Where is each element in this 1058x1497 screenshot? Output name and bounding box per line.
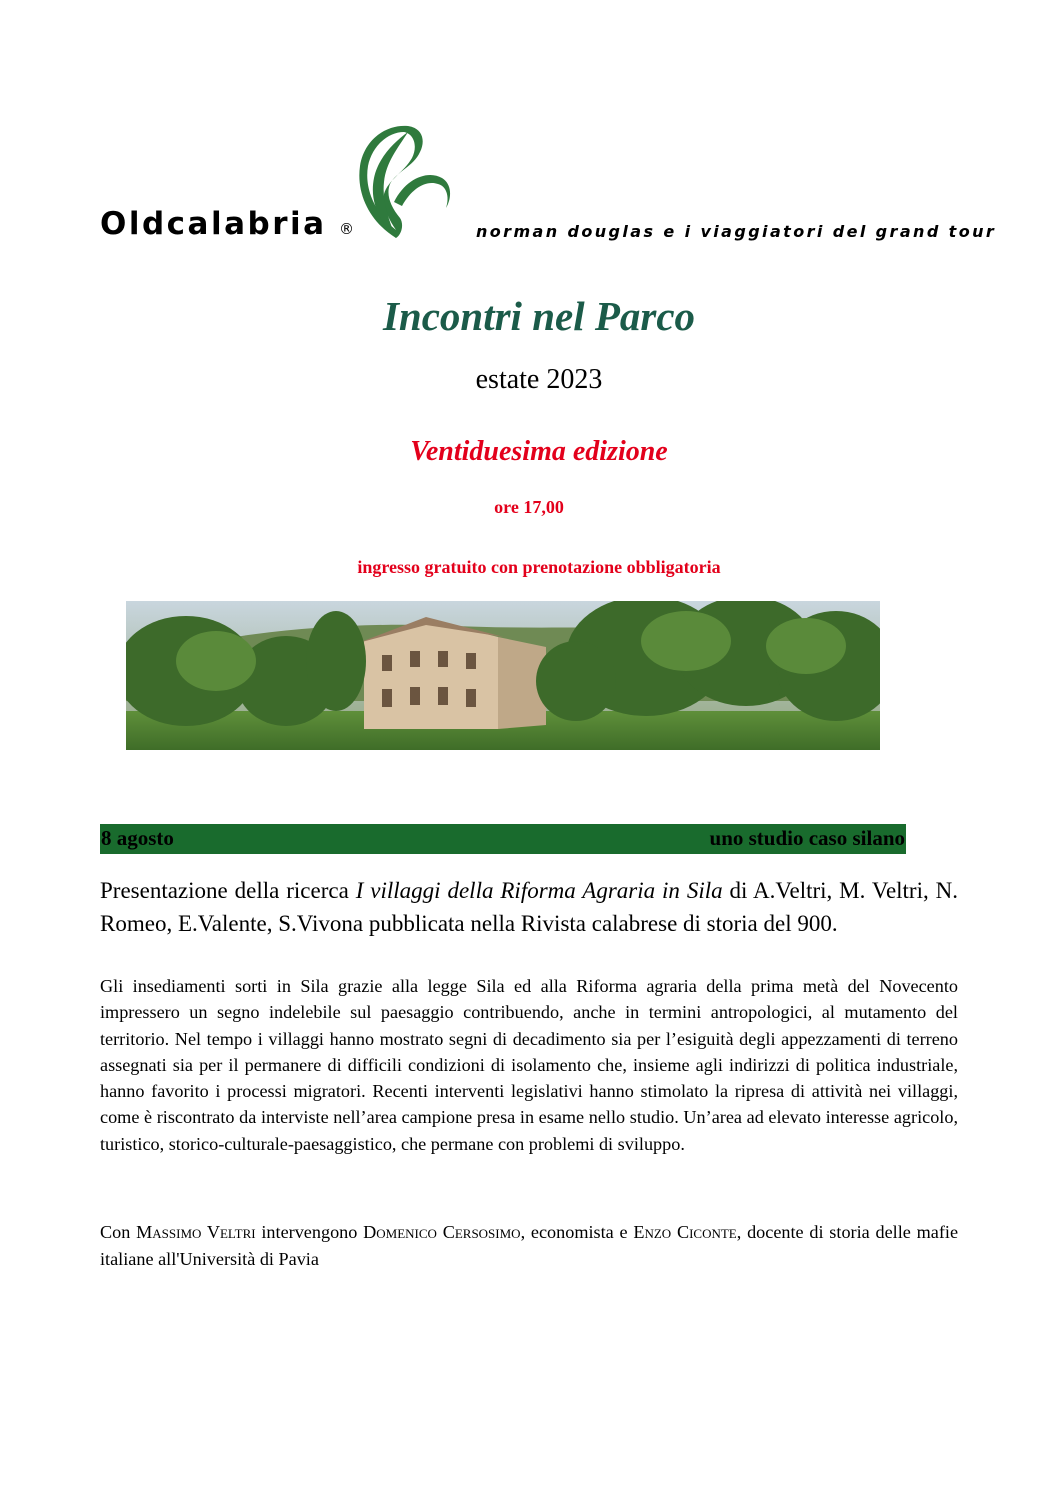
- brand-name: Oldcalabria: [100, 206, 327, 242]
- speakers-mid: intervengono: [255, 1222, 364, 1242]
- session-topic: uno studio caso silano: [709, 826, 905, 850]
- session-intro: [100, 874, 958, 940]
- event-edition: Ventiduesima edizione: [410, 436, 668, 467]
- intro-suffix: di A.Veltri, M. Veltri, N. Romeo, E.Valente, S.Vivona pubblicata nella Rivista calabrese di storia del 900.: [100, 878, 959, 936]
- session-date: 8 agosto: [101, 826, 174, 850]
- session-speakers: [100, 1219, 958, 1273]
- event-season: estate 2023: [475, 364, 603, 395]
- speakers-lead-in: Con: [100, 1222, 137, 1242]
- speaker-2-role: , docente di storia delle mafie italiane all'Università di Pavia: [100, 1222, 959, 1269]
- moderator-name: Massimo Veltri: [136, 1222, 256, 1242]
- session-description: Gli insediamenti sorti in Sila grazie alla legge Sila ed alla Riforma agraria della prima metà del Novecento impressero un segno indelebile sul paesaggio contribuendo, anche in termini antropologici, al mutamento del territorio. Nel tempo i villaggi hanno mostrato segni di decadimento sia per l’esiguità degli appezzamenti di terreno assegnati sia per il permanere di difficili condizioni di isolamento che, insieme agli indirizzi di politica industriale, hanno favorito i processi migratori. Recenti interventi legislativi hanno stimolato la ripresa di attività nei villaggi, come è riscontrato da interviste nell’area campione presa in esame nello studio. Un’area ad elevato interesse agricolo, turistico, storico-culturale-paesaggistico, che permane con problemi di sviluppo.: [100, 976, 958, 1154]
- speaker-1-role: , economista e: [520, 1222, 634, 1242]
- research-title: I villaggi della Riforma Agraria in Sila: [355, 878, 723, 903]
- event-time: ore 17,00: [494, 497, 564, 517]
- villa-in-park-photo-icon: [126, 601, 880, 750]
- event-title: Incontri nel Parco: [382, 293, 696, 339]
- intro-prefix: Presentazione della ricerca: [100, 878, 356, 903]
- registered-mark: ®: [339, 220, 354, 238]
- speaker-1-name: Domenico Cersosimo: [363, 1222, 521, 1242]
- speaker-2-name: Enzo Ciconte: [633, 1222, 737, 1242]
- event-entry-note: ingresso gratuito con prenotazione obbligatoria: [357, 557, 721, 577]
- green-swirl-logo-icon: [356, 122, 452, 240]
- brand-tagline: norman douglas e i viaggiatori del grand tour: [476, 222, 997, 241]
